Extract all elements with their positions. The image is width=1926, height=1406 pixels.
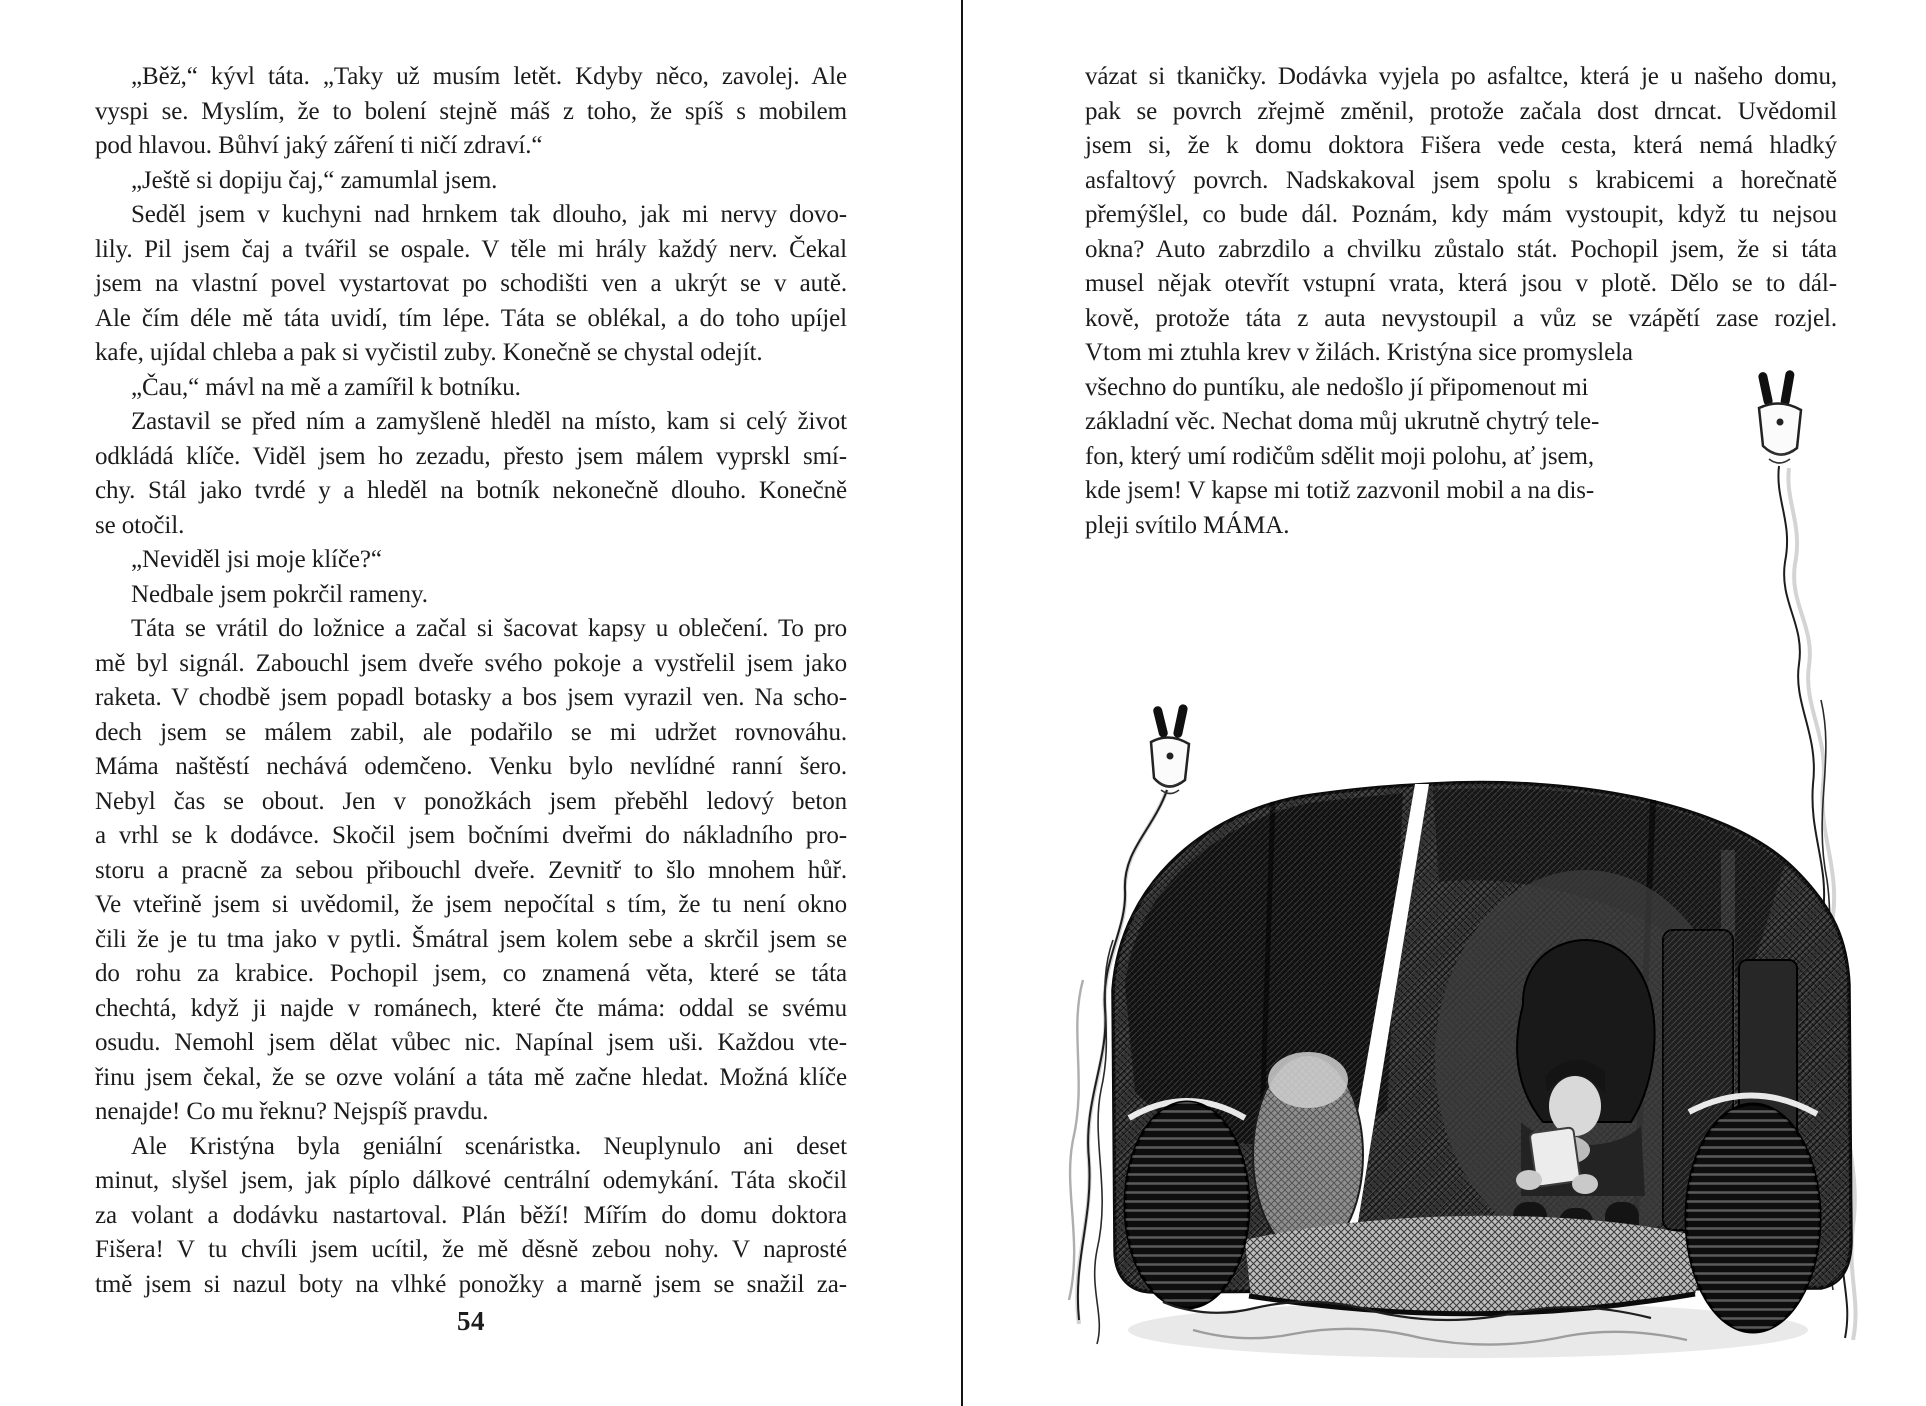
text-line: se otočil. [95,511,185,539]
text-line: osudu. Nemohl jsem dělat vůbec nic. Napínal jsem uši. Každou vte- [95,1029,847,1056]
text-line: mě byl signál. Zabouchl jsem dveře svého pokoje a vystřelil jsem jako [95,649,847,677]
text-line: za volant a dodávku nastartoval. Plán běží! Mířím do domu doktora [95,1201,847,1229]
text-line: Nebyl čas se obout. Jen v ponožkách jsem přeběhl ledový beton [95,787,847,815]
text-line: čili že je tu tma jako v pytli. Šmátral jsem kolem sebe a skrčil jsem se [95,925,847,953]
power-plug-icon-right [1758,370,1801,463]
text-line: fon, který umí rodičům sdělit moji polohu, ať jsem, [1085,442,1594,470]
text-line: jsem si, že k domu doktora Fišera vede cesta, která nemá hladký [1085,132,1837,159]
text-line: do rohu za krabice. Pochopil jsem, co znamená věta, které se táta [95,960,847,987]
left-page-text [95,60,847,1302]
text-line: pak se povrch zřejmě změnil, protože začala dost drncat. Uvědomil [1085,97,1837,125]
text-line: jsem na vlastní povel vystartovat po schodišti ven a ukrýt se v autě. [95,270,847,297]
text-line: Zastavil se před ním a zamyšleně hleděl na místo, kam si celý život [131,408,847,435]
text-line: kde jsem! V kapse mi totiž zazvonil mobil a na dis- [1085,477,1595,504]
text-line: Ale čím déle mě táta uvidí, tím lépe. Táta se oblékal, a do toho upíjel [95,304,847,332]
text-line: lily. Pil jsem čaj a tvářil se ospale. V těle mi hrály každý nerv. Čekal [95,235,847,263]
text-line: kafe, ujídal chleba a pak si vyčistil zuby. Konečně se chystal odejít. [95,339,763,366]
text-line: Fišera! V tu chvíli jsem ucítil, že mě děsně zebou nohy. V naprosté [95,1236,847,1263]
power-plug-icon-left [1151,704,1189,794]
text-line: Nedbale jsem pokrčil rameny. [131,580,428,608]
text-line: chy. Stál jako tvrdé y a hleděl na botník nekonečně dlouho. Konečně [95,477,847,504]
text-line: asfaltový povrch. Nadskakoval jsem spolu s krabicemi a horečnatě [1085,166,1837,194]
text-line: tmě jsem si nazul boty na vlhké ponožky a marně jsem se snažil za- [95,1270,847,1298]
boy-face [1549,1076,1601,1136]
text-line: raketa. V chodbě jsem popadl botasky a bos jsem vyrazil ven. Na scho- [95,684,847,711]
text-line: pleji svítilo MÁMA. [1085,511,1290,539]
text-line: kově, protože táta z auta nevystoupil a vůz se vzápětí zase rozjel. [1085,304,1837,332]
text-line: „Čau,“ mávl na mě a zamířil k botníku. [131,373,521,401]
text-line: pod hlavou. Bůhví jaký záření ti ničí zdraví.“ [95,132,543,159]
text-line: minut, slyšel jsem, jak píplo dálkové centrální odemykání. Táta skočil [95,1167,847,1194]
van-illustration [963,0,1926,1406]
text-line: vázat si tkaničky. Dodávka vyjela po asfaltce, která je u našeho domu, [1085,63,1837,90]
text-line: vyspi se. Myslím, že to bolení stejně máš z toho, že spíš s mobilem [95,97,847,125]
text-line: řinu jsem čekal, že se ozve volání a táta mě začne hledat. Možná klíče [95,1063,847,1091]
text-line: dech jsem se málem zabil, ale podařilo se mi udržet rovnováhu. [95,718,847,746]
text-line: „Běž,“ kývl táta. „Taky už musím letět. Kdyby něco, zavolej. Ale [131,63,847,90]
text-line: základní věc. Nechat doma můj ukrutně chytrý tele- [1085,408,1600,435]
text-line: Máma naštěstí nechává odemčeno. Venku bylo nevlídné ranní šero. [95,753,847,780]
text-line: musel nějak otevřít vstupní vrata, která jsou v plotě. Dělo se to dál- [1085,270,1837,297]
text-line: odkládá klíče. Viděl jsem ho zezadu, přesto jsem málem vyprskl smí- [95,442,847,470]
van-floor [1245,1216,1705,1315]
text-line: Seděl jsem v kuchyni nad hrnkem tak dlouho, jak mi nervy dovo- [131,201,847,228]
text-line: přemýšlel, co bude dál. Poznám, kdy mám vystoupit, když tu nejsou [1085,201,1837,228]
text-line: a vrhl se k dodávce. Skočil jsem bočními dveřmi do nákladního pro- [95,822,847,849]
text-line: „Ještě si dopiju čaj,“ zamumlal jsem. [131,166,498,194]
text-line: okna? Auto zabrzdilo a chvilku zůstalo stát. Pochopil jsem, že si táta [1085,235,1837,263]
text-line: Táta se vrátil do ložnice a začal si šacovat kapsy u oblečení. To pro [131,615,847,642]
text-line: Vtom mi ztuhla krev v žilách. Kristýna sice promyslela [1085,339,1633,366]
text-line: storu a pracně za sebou přibouchl dveře. Zevnitř to šlo mnohem hůř. [95,856,847,884]
text-line: Ale Kristýna byla geniální scenáristka. Neuplynulo ani deset [131,1132,847,1160]
page-number: 54 [457,1306,485,1336]
text-line: Ve vteřině jsem si uvědomil, že jsem nepočítal s tím, že tu není okno [95,891,847,918]
text-line: nenajde! Co mu řeknu? Nejspíš pravdu. [95,1098,489,1125]
text-line: „Neviděl jsi moje klíče?“ [131,546,382,573]
wheel-left [1125,1101,1249,1308]
text-line: chechtá, když ji najde v románech, které čte máma: oddal se svému [95,994,847,1022]
text-line: všechno do puntíku, ale nedošlo jí připomenout mi [1085,373,1589,401]
